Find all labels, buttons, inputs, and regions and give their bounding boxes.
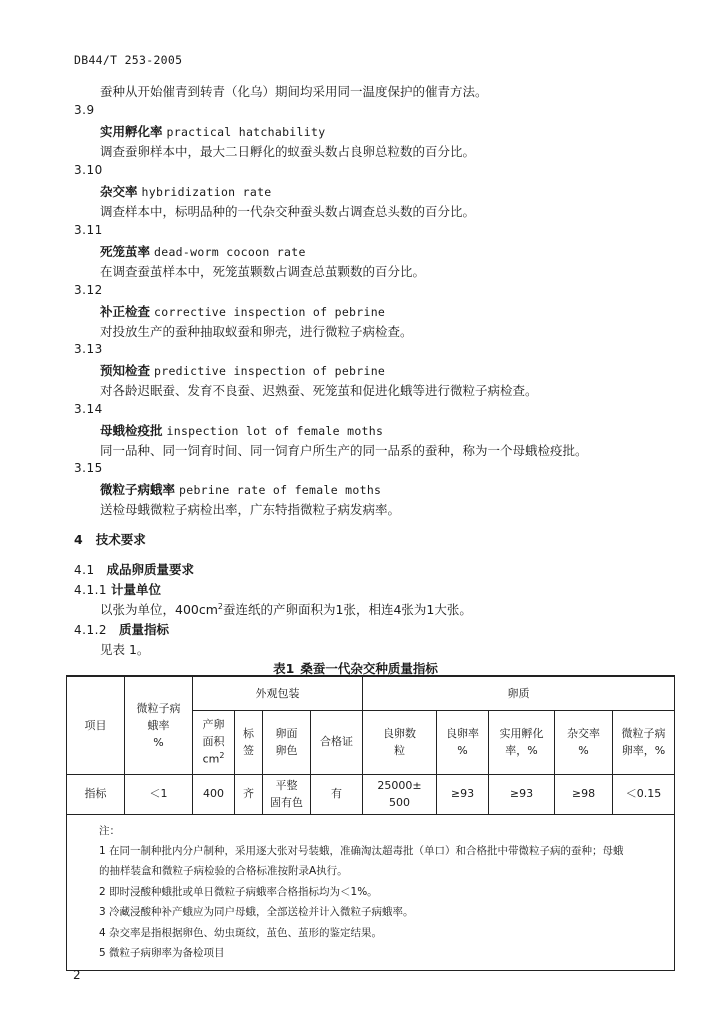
term-title: 杂交率	[100, 184, 138, 199]
clause-title: 质量指标	[118, 622, 169, 637]
cell-label: 齐	[235, 774, 263, 814]
term-title: 预知检查	[100, 363, 151, 378]
clause-body-text: 蚕连纸的产卵面积为1张，相连4张为1大张。	[223, 602, 472, 617]
document-code: DB44/T 253-2005	[74, 53, 183, 67]
header-text: %	[457, 744, 468, 757]
cell-egg-color	[263, 774, 311, 814]
header-text: 率，%	[505, 744, 538, 757]
superscript: 2	[219, 751, 225, 761]
section-number: 4	[74, 532, 83, 547]
header-text: 微粒子病	[136, 701, 181, 715]
header-text: %	[153, 735, 164, 749]
note-line: 4 杂交率是指根据卵色、幼虫斑纹，茧色、茧形的鉴定结果。	[99, 926, 383, 939]
term-heading	[100, 242, 306, 260]
cell-certificate: 有	[311, 774, 363, 814]
term-title: 实用孵化率	[100, 124, 163, 139]
header-cell-egg-quality: 卵质	[363, 676, 675, 710]
term-definition: 调查蚕卵样本中，最大二日孵化的蚁蚕头数占良卵总粒数的百分比。	[100, 144, 476, 159]
term-definition: 对各龄迟眠蚕、发育不良蚕、迟熟蚕、死笼茧和促进化蛾等进行微粒子病检查。	[100, 383, 538, 398]
header-cell-egg-pebrine	[613, 710, 675, 774]
header-cell-good-eggs	[363, 710, 437, 774]
quality-table	[66, 675, 675, 971]
term-english: hybridization rate	[141, 185, 272, 199]
header-text: 实用孵化	[499, 726, 544, 740]
note-line: 5 微粒子病卵率为备检项目	[99, 947, 225, 960]
note-line: 的抽样装盒和微粒子病检验的合格标准按附录A执行。	[99, 865, 348, 878]
subsection-heading	[74, 560, 194, 578]
intro-text: 蚕种从开始催青到转青（化乌）期间均采用同一温度保护的催青方法。	[100, 84, 488, 99]
section-heading	[74, 530, 146, 548]
term-title: 补正检查	[100, 304, 151, 319]
term-title: 死笼茧率	[100, 244, 151, 259]
cell-good-eggs	[363, 774, 437, 814]
note-line: 2 即时浸酸种蛾批或单日微粒子病蛾率合格指标均为＜1%。	[99, 885, 378, 898]
term-number: 3.12	[74, 283, 103, 297]
table-caption-title: 桑蚕一代杂交种质量指标	[300, 661, 438, 676]
term-definition: 送检母蛾微粒子病检出率，广东特指微粒子病发病率。	[100, 502, 401, 517]
term-heading	[100, 122, 325, 140]
clause-number: 4.1.1	[74, 583, 108, 597]
clause-heading	[74, 620, 169, 638]
table-notes-row	[67, 814, 675, 970]
table-row	[67, 774, 675, 814]
term-english: dead-worm cocoon rate	[154, 245, 306, 259]
header-cell-moth-rate	[125, 676, 193, 774]
cell-area: 400	[193, 774, 235, 814]
cell-hybridization: ≥98	[555, 774, 613, 814]
header-cell-hatchability	[489, 710, 555, 774]
cell-text: 平整	[275, 778, 298, 792]
header-cell-certificate: 合格证	[311, 710, 363, 774]
term-title: 微粒子病蛾率	[100, 482, 176, 497]
header-text: 杂交率	[567, 726, 600, 740]
term-heading	[100, 480, 381, 498]
term-number: 3.14	[74, 402, 103, 416]
subsection-number: 4.1	[74, 563, 95, 577]
header-text: 标	[243, 726, 254, 740]
header-cell-packaging: 外观包装	[193, 676, 363, 710]
header-text: 卵率，%	[621, 744, 666, 757]
term-definition: 调查样本中，标明品种的一代杂交种蚕头数占调查总头数的百分比。	[100, 204, 476, 219]
header-text: 蛾率	[147, 718, 170, 732]
header-cell-area	[193, 710, 235, 774]
header-cell-label	[235, 710, 263, 774]
header-text: 良卵数	[383, 726, 416, 740]
table-header-row	[67, 676, 675, 710]
header-cell-hybridization	[555, 710, 613, 774]
term-english: practical hatchability	[166, 125, 326, 139]
term-english: corrective inspection of pebrine	[154, 305, 386, 319]
header-cell-good-egg-rate	[437, 710, 489, 774]
subsection-title: 成品卵质量要求	[106, 562, 195, 577]
term-english: predictive inspection of pebrine	[154, 364, 386, 378]
term-heading	[100, 302, 385, 320]
table-notes	[67, 814, 675, 970]
term-number: 3.9	[74, 103, 95, 117]
cell-moth-rate: ＜1	[125, 774, 193, 814]
header-text: 卵色	[275, 744, 298, 757]
term-definition: 在调查蚕茧样本中，死笼茧颗数占调查总茧颗数的百分比。	[100, 264, 426, 279]
term-title: 母蛾检疫批	[100, 423, 163, 438]
header-text: 面积	[202, 735, 225, 749]
cell-item: 指标	[67, 774, 125, 814]
cell-hatchability: ≥93	[489, 774, 555, 814]
header-cell-item: 项目	[67, 676, 125, 774]
notes-title: 注：	[99, 824, 120, 837]
cell-egg-pebrine: ＜0.15	[613, 774, 675, 814]
header-text: 卵面	[275, 726, 298, 740]
term-number: 3.15	[74, 461, 103, 475]
cell-text: 25000±	[377, 778, 422, 792]
header-text: %	[578, 744, 589, 757]
unit-text: cm	[202, 752, 220, 766]
header-text	[195, 750, 232, 768]
clause-title: 计量单位	[111, 582, 162, 597]
header-text: 签	[243, 744, 254, 757]
term-english: pebrine rate of female moths	[179, 483, 382, 497]
header-text: 粒	[394, 744, 405, 757]
header-cell-egg-color	[263, 710, 311, 774]
clause-heading	[74, 580, 161, 598]
section-title: 技术要求	[95, 532, 146, 547]
term-english: inspection lot of female moths	[166, 424, 384, 438]
term-heading	[100, 361, 385, 379]
clause-body	[100, 600, 472, 618]
cell-text: 固有色	[270, 796, 303, 809]
term-heading	[100, 182, 272, 200]
note-line: 3 冷藏浸酸种补产蛾应为同户母蛾，全部送检并计入微粒子病蛾率。	[99, 906, 414, 919]
cell-text: 500	[389, 796, 410, 809]
superscript: 2	[217, 601, 224, 611]
header-text: 良卵率	[446, 726, 479, 740]
header-text: 微粒子病	[621, 726, 666, 740]
term-definition: 同一品种、同一饲育时间、同一饲育户所生产的同一品系的蚕种，称为一个母蛾检疫批。	[100, 443, 588, 458]
cell-good-egg-rate: ≥93	[437, 774, 489, 814]
term-heading	[100, 421, 383, 439]
clause-number: 4.1.2	[74, 623, 108, 637]
term-number: 3.13	[74, 342, 103, 356]
header-text: 产卵	[202, 718, 225, 732]
clause-body-text: 以张为单位，400cm	[100, 602, 218, 617]
table-caption-number: 表1	[273, 661, 295, 676]
term-definition: 对投放生产的蚕种抽取蚁蚕和卵壳，进行微粒子病检查。	[100, 324, 413, 339]
term-number: 3.11	[74, 223, 103, 237]
clause-body: 见表 1。	[100, 642, 150, 657]
term-number: 3.10	[74, 163, 103, 177]
page-number: 2	[73, 968, 81, 982]
note-line: 1 在同一制种批内分户制种，采用逐大张对号装蛾，准确淘汰超毒批（单口）和合格批中带微粒子病的蚕种；母蛾	[99, 844, 624, 857]
